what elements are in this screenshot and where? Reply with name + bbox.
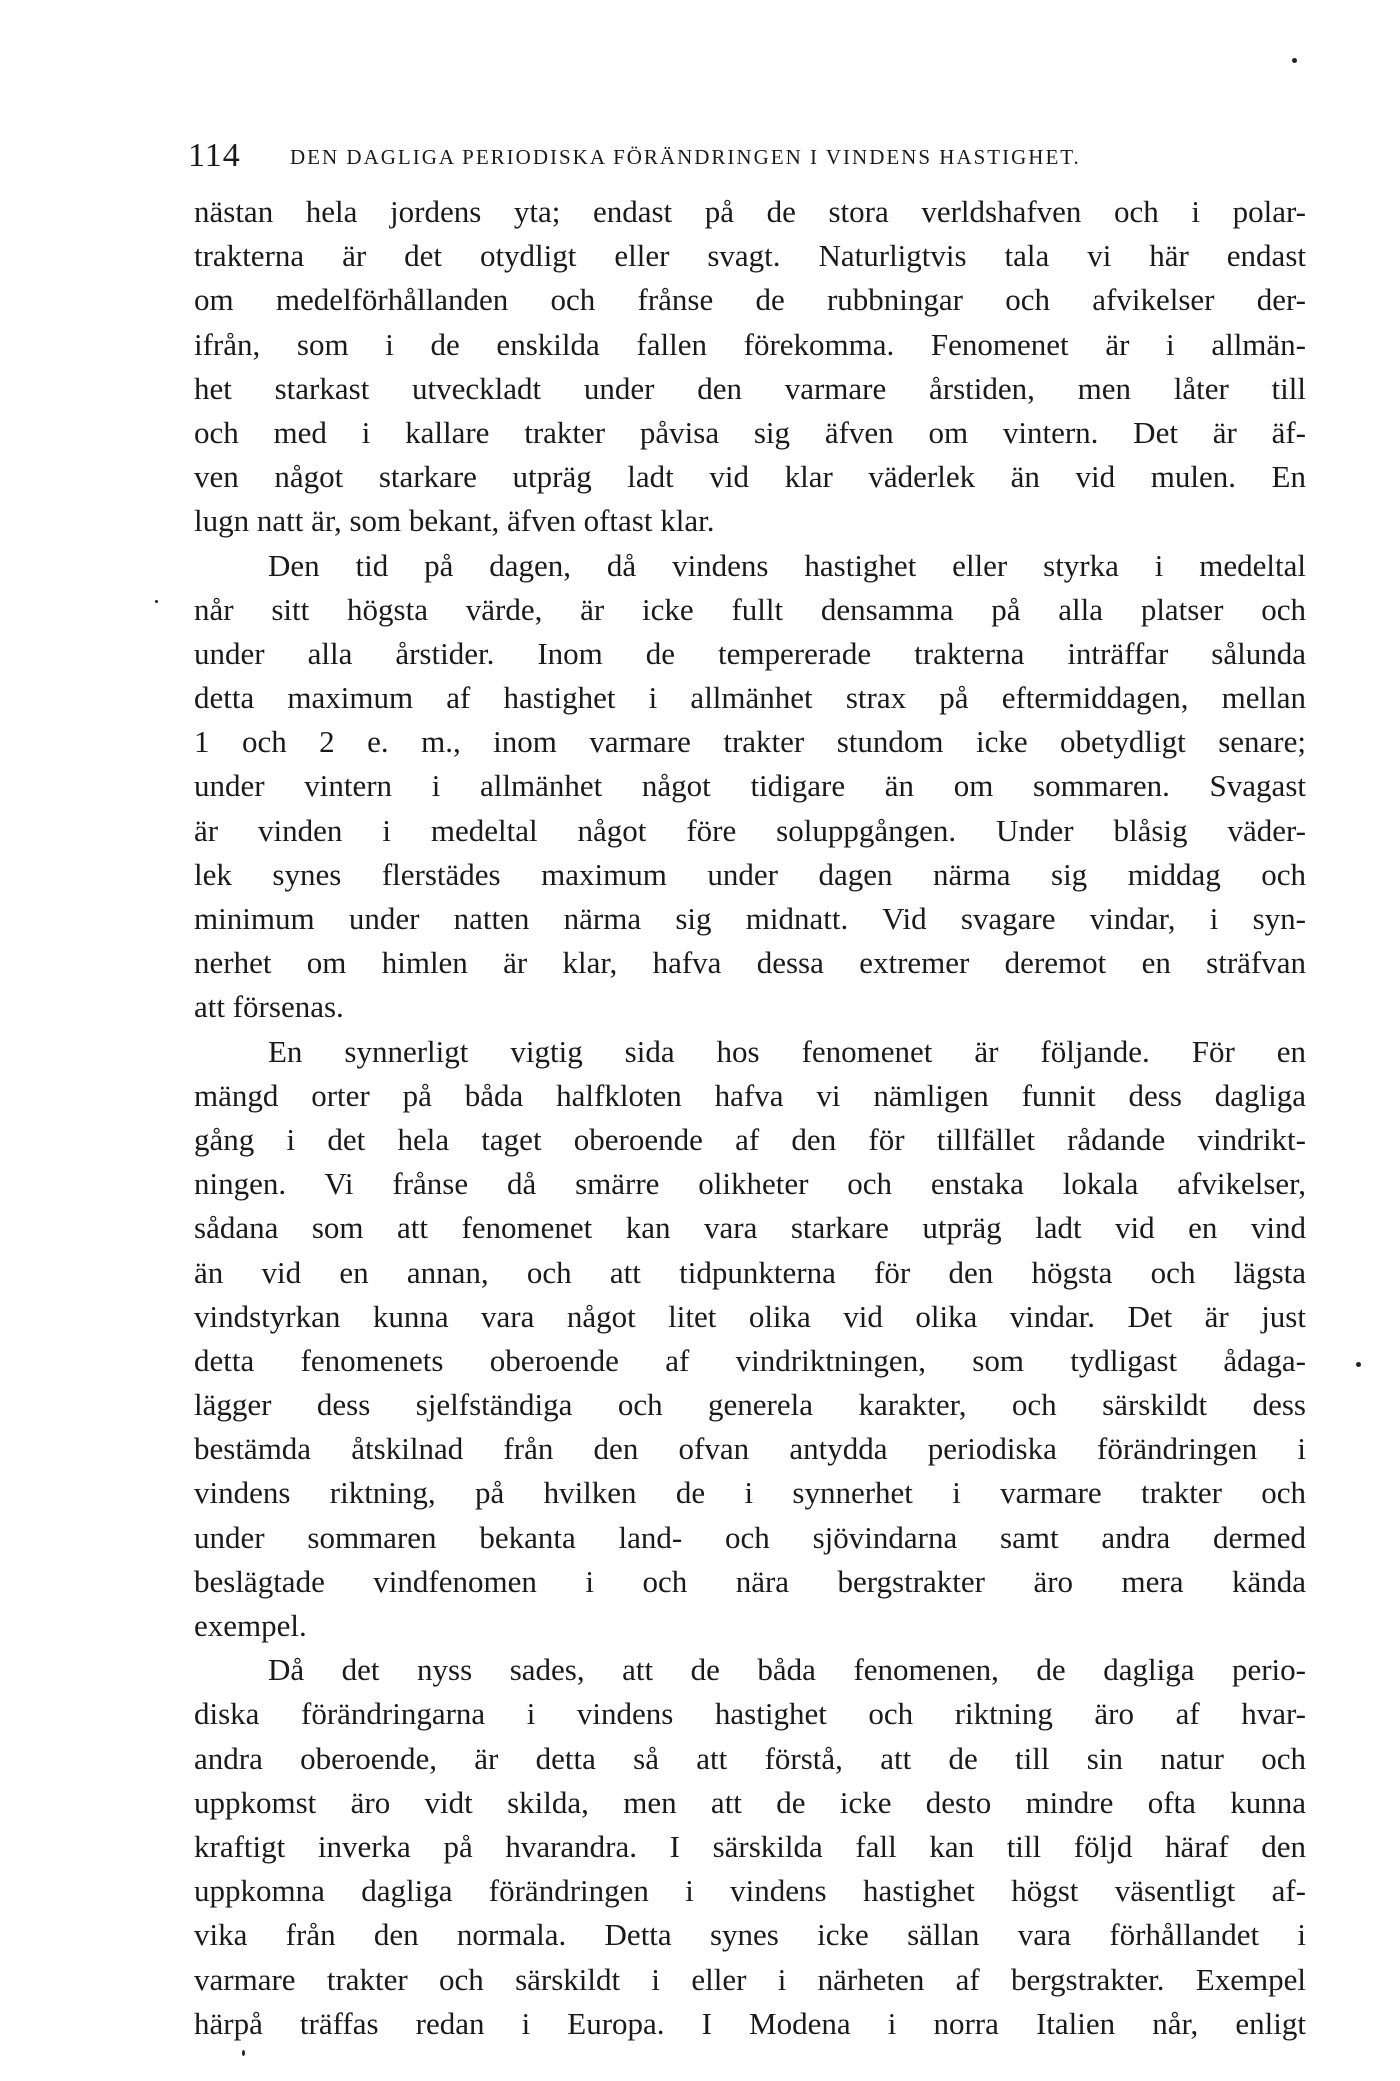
text-line: är vinden i medeltal något före soluppgången. Under blåsig väder-	[194, 812, 1306, 848]
text-line: nerhet om himlen är klar, hafva dessa extremer deremot en sträfvan	[194, 945, 1306, 981]
text-line: om medelförhållanden och frånse de rubbningar och afvikelser der-	[194, 282, 1306, 318]
text-line: når sitt högsta värde, är icke fullt densamma på alla platser och	[194, 591, 1306, 627]
text-line: varmare trakter och särskildt i eller i närheten af bergstrakter. Exempel	[194, 1961, 1306, 1997]
text-line: diska förändringarna i vindens hastighet och riktning äro af hvar-	[194, 1696, 1306, 1732]
text-line: Då det nyss sades, att de båda fenomenen, de dagliga perio-	[268, 1652, 1306, 1688]
paragraph	[194, 1648, 1306, 2046]
text-line: vindstyrkan kunna vara något litet olika vid olika vindar. Det är just	[194, 1298, 1306, 1334]
scan-speck	[1292, 58, 1297, 63]
text-line: under sommaren bekanta land- och sjövindarna samt andra dermed	[194, 1519, 1306, 1555]
page-number: 114	[188, 137, 241, 174]
text-line: att försenas.	[194, 989, 344, 1025]
text-line: Den tid på dagen, då vindens hastighet eller styrka i medeltal	[268, 547, 1306, 583]
text-line: ven något starkare utpräg ladt vid klar väderlek än vid mulen. En	[194, 459, 1306, 495]
running-head	[188, 136, 1308, 176]
text-line: exempel.	[194, 1608, 307, 1643]
text-line: lek synes flerstädes maximum under dagen närma sig middag och	[194, 856, 1306, 892]
paragraph	[194, 190, 1306, 544]
text-line: ifrån, som i de enskilda fallen förekomma. Fenomenet är i allmän-	[194, 326, 1306, 362]
text-line: minimum under natten närma sig midnatt. Vid svagare vindar, i syn-	[194, 901, 1306, 936]
text-line: detta fenomenets oberoende af vindriktningen, som tydligast ådaga-	[194, 1342, 1306, 1378]
paragraph	[194, 544, 1306, 1030]
paragraph	[194, 1030, 1306, 1649]
text-line: andra oberoende, är detta så att förstå, att de till sin natur och	[194, 1740, 1306, 1776]
text-line: detta maximum af hastighet i allmänhet strax på eftermiddagen, mellan	[194, 680, 1306, 716]
text-line: trakterna är det otydligt eller svagt. Naturligtvis tala vi här endast	[194, 238, 1306, 274]
text-line: än vid en annan, och att tidpunkterna för den högsta och lägsta	[194, 1254, 1306, 1290]
text-line: het starkast utveckladt under den varmare årstiden, men låter till	[194, 370, 1306, 406]
scan-speck	[1356, 1362, 1361, 1367]
text-line: sådana som att fenomenet kan vara starkare utpräg ladt vid en vind	[194, 1210, 1306, 1246]
text-line: ningen. Vi frånse då smärre olikheter och enstaka lokala afvikelser,	[194, 1166, 1306, 1202]
text-line: härpå träffas redan i Europa. I Modena i norra Italien når, enligt	[194, 2005, 1306, 2041]
text-line: uppkomna dagliga förändringen i vindens hastighet högst väsentligt af-	[194, 1873, 1306, 1909]
text-line: under alla årstider. Inom de tempererade trakterna inträffar sålunda	[194, 635, 1306, 671]
text-line: uppkomst äro vidt skilda, men att de icke desto mindre ofta kunna	[194, 1784, 1306, 1820]
text-line: kraftigt inverka på hvarandra. I särskilda fall kan till följd häraf den	[194, 1828, 1306, 1864]
scan-speck	[242, 2050, 245, 2056]
text-line: vindens riktning, på hvilken de i synnerhet i varmare trakter och	[194, 1475, 1306, 1511]
text-line: En synnerligt vigtig sida hos fenomenet är följande. För en	[268, 1033, 1306, 1069]
scan-speck	[155, 600, 158, 603]
text-line: nästan hela jordens yta; endast på de stora verldshafven och i polar-	[194, 194, 1306, 229]
text-line: under vintern i allmänhet något tidigare än om sommaren. Svagast	[194, 768, 1306, 804]
running-head-title: DEN DAGLIGA PERIODISKA FÖRÄNDRINGEN I VINDENS HASTIGHET.	[290, 145, 1081, 169]
text-line: gång i det hela taget oberoende af den för tillfället rådande vindrikt-	[194, 1121, 1306, 1157]
text-line: beslägtade vindfenomen i och nära bergstrakter äro mera kända	[194, 1563, 1306, 1599]
text-line: och med i kallare trakter påvisa sig äfven om vintern. Det är äf-	[194, 414, 1306, 450]
text-line: bestämda åtskilnad från den ofvan antydda periodiska förändringen i	[194, 1431, 1306, 1467]
body-text	[194, 190, 1306, 2046]
text-line: lugn natt är, som bekant, äfven oftast klar.	[194, 503, 715, 539]
text-line: lägger dess sjelfständiga och generela karakter, och särskildt dess	[194, 1387, 1306, 1423]
text-line: 1 och 2 e. m., inom varmare trakter stundom icke obetydligt senare;	[194, 724, 1306, 760]
text-line: mängd orter på båda halfkloten hafva vi nämligen funnit dess dagliga	[194, 1077, 1306, 1113]
text-line: vika från den normala. Detta synes icke sällan vara förhållandet i	[194, 1917, 1306, 1953]
